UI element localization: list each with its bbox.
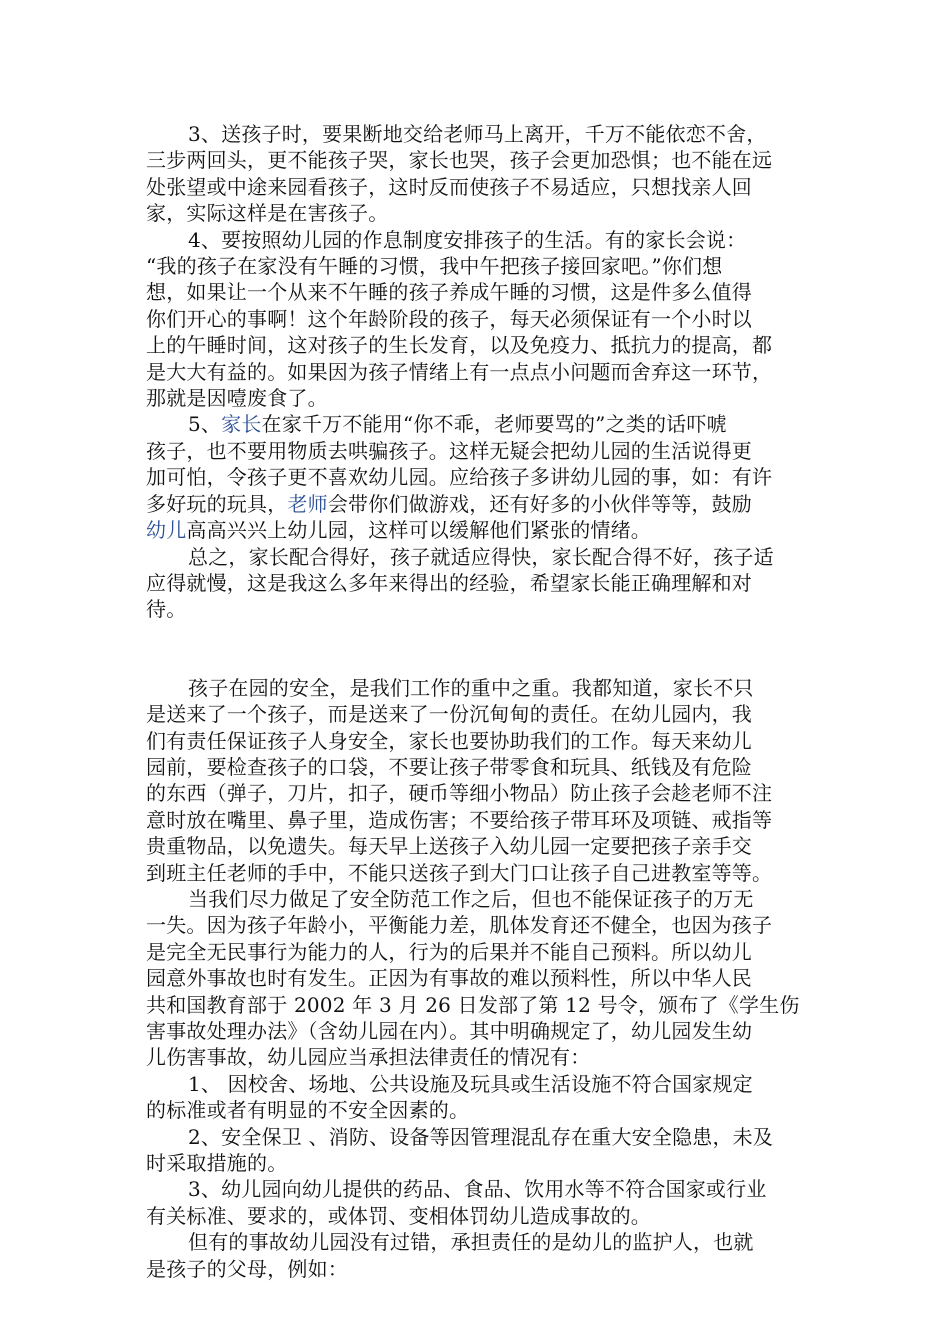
text-line: 是完全无民事行为能力的人，行为的后果并不能自己预料。所以幼儿	[146, 939, 752, 964]
text-line: 总之，家长配合得好，孩子就适应得快，家长配合得不好，孩子适	[188, 544, 774, 569]
text-line	[146, 491, 812, 517]
text-line: 园意外事故也时有发生。正因为有事故的难以预料性，所以中华人民	[146, 966, 752, 991]
text-segment: 多好玩的玩具，	[146, 491, 288, 516]
text-line: 害事故处理办法》（含幼儿园在内）。其中明确规定了，幼儿园发生幼	[146, 1019, 753, 1043]
text-line: 2、安全保卫 、消防、设备等因管理混乱存在重大安全隐患，未及	[188, 1124, 774, 1149]
text-line: 上的午睡时间，这对孩子的生长发育，以及免疫力、抵抗力的提高，都	[146, 333, 773, 358]
text-line: 家，实际这样是在害孩子。	[146, 201, 389, 226]
text-line: 4、要按照幼儿园的作息制度安排孩子的生活。有的家长会说：	[188, 227, 747, 252]
text-line: 是大大有益的。如果因为孩子情绪上有一点点小问题而舍弃这一环节，	[146, 359, 773, 384]
text-line: 但有的事故幼儿园没有过错，承担责任的是幼儿的监护人，也就	[188, 1230, 754, 1255]
text-line: 待。	[146, 597, 187, 622]
text-segment: 高高兴兴上幼儿园，这样可以缓解他们紧张的情绪。	[186, 518, 652, 543]
paragraph-summary	[146, 544, 812, 623]
text-line: 处张望或中途来园看孩子，这时反而使孩子不易适应，只想找亲人回	[146, 174, 752, 199]
text-line: 当我们尽力做足了安全防范工作之后，但也不能保证孩子的万无	[188, 886, 754, 911]
text-line: 儿伤害事故，幼儿园应当承担法律责任的情况有：	[146, 1045, 591, 1070]
text-line: 1、 因校舍、场地、公共设施及玩具或生活设施不符合国家规定	[188, 1071, 753, 1096]
document-body	[146, 121, 812, 1282]
paragraph-nap-schedule	[146, 227, 812, 412]
list-item-liability-2	[146, 1124, 812, 1177]
link-parents[interactable]: 家长	[221, 412, 262, 437]
text-line: 想，如果让一个从来不午睡的孩子养成午睡的习惯，这是件多么值得	[146, 280, 752, 305]
text-line: 是送来了一个孩子，而是送来了一份沉甸甸的责任。在幼儿园内，我	[146, 702, 752, 727]
text-segment: 在家千万不能用“你不乖，老师要骂的”之类的话吓唬	[261, 412, 727, 437]
text-line: 孩子，也不要用物质去哄骗孩子。这样无疑会把幼儿园的生活说得更	[146, 438, 752, 463]
text-line: 那就是因噎废食了。	[146, 386, 328, 411]
link-children[interactable]: 幼儿	[146, 518, 187, 543]
paragraph-parents-at-home	[146, 411, 812, 543]
paragraph-send-off	[146, 121, 812, 227]
text-line: 贵重物品，以免遗失。每天早上送孩子入幼儿园一定要把孩子亲手交	[146, 834, 752, 859]
text-line: 意时放在嘴里、鼻子里，造成伤害；不要给孩子带耳环及项链、戒指等	[146, 807, 773, 832]
text-segment: 会带你们做游戏，还有好多的小伙伴等等，鼓励	[327, 491, 753, 516]
text-line: 3、幼儿园向幼儿提供的药品、食品、饮用水等不符合国家或行业	[188, 1177, 767, 1202]
text-line: 的东西（弹子，刀片，扣子，硬币等细小物品）防止孩子会趁老师不注	[146, 781, 773, 806]
text-line: 应得就慢，这是我这么多年来得出的经验，希望家长能正确理解和对	[146, 570, 752, 595]
text-line: 你们开心的事啊！这个年龄阶段的孩子，每天必须保证有一个小时以	[146, 306, 752, 331]
paragraph-safety	[146, 675, 812, 886]
text-line: 孩子在园的安全，是我们工作的重中之重。我都知道，家长不只	[188, 675, 754, 700]
paragraph-guardian-liability	[146, 1229, 812, 1282]
text-line: 是孩子的父母，例如：	[146, 1256, 348, 1281]
text-line: 一失。因为孩子年龄小，平衡能力差，肌体发育还不健全，也因为孩子	[146, 913, 773, 938]
text-line: 共和国教育部于 2002 年 3 月 26 日发部了第 12 号令，颁布了《学生伤	[146, 992, 800, 1017]
text-line: 加可怕，令孩子更不喜欢幼儿园。应给孩子多讲幼儿园的事，如：有许	[146, 465, 773, 490]
text-line: 三步两回头，更不能孩子哭，家长也哭，孩子会更加恐惧；也不能在远	[146, 148, 773, 173]
paragraph-accidents	[146, 886, 812, 1071]
text-line: 到班主任老师的手中，不能只送孩子到大门口让孩子自己进教室等等。	[146, 860, 773, 885]
section-gap	[146, 623, 812, 675]
text-segment: 5、	[188, 412, 222, 437]
text-line: 们有责任保证孩子人身安全，家长也要协助我们的工作。每天来幼儿	[146, 728, 752, 753]
text-line: 的标准或者有明显的不安全因素的。	[146, 1098, 470, 1123]
text-line: 3、送孩子时，要果断地交给老师马上离开，千万不能依恋不舍，	[188, 122, 767, 146]
list-item-liability-3	[146, 1176, 812, 1229]
text-line: 园前，要检查孩子的口袋，不要让孩子带零食和玩具、纸钱及有危险	[146, 754, 752, 779]
text-line	[146, 411, 812, 437]
list-item-liability-1	[146, 1071, 812, 1124]
link-teacher[interactable]: 老师	[287, 491, 328, 516]
text-line: “我的孩子在家没有午睡的习惯，我中午把孩子接回家吧。”你们想	[146, 254, 723, 279]
text-line: 时采取措施的。	[146, 1151, 288, 1176]
text-line	[146, 517, 812, 543]
text-line: 有关标准、要求的，或体罚、变相体罚幼儿造成事故的。	[146, 1203, 651, 1228]
